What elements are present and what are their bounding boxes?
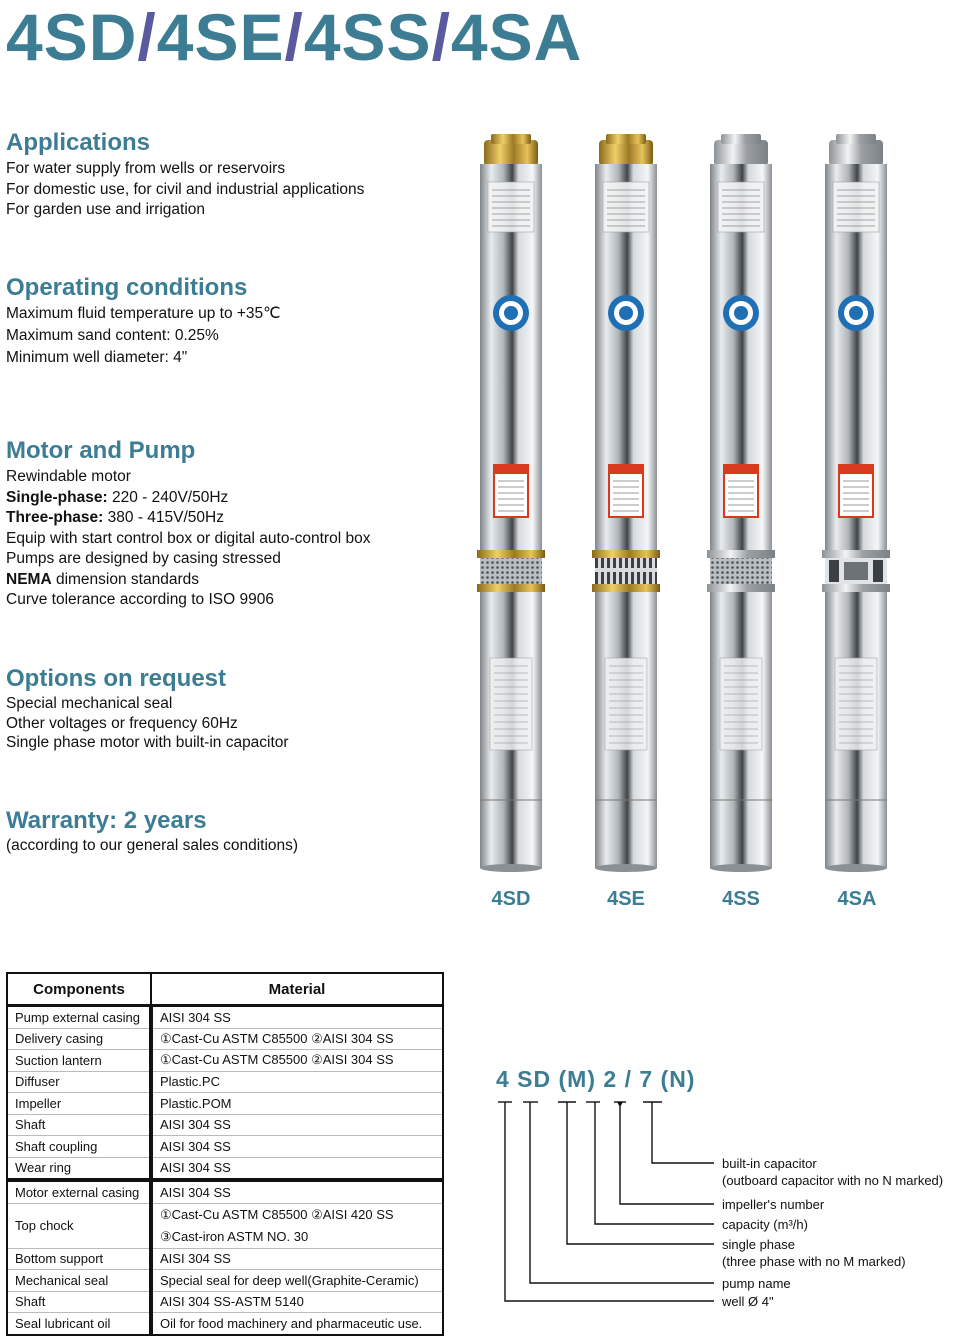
material-cell: AISI 304 SS bbox=[151, 1180, 443, 1203]
model-code: 4 SD (M) 2 / 7 (N) bbox=[496, 1066, 696, 1092]
single-phase-value: 220 - 240V/50Hz bbox=[107, 488, 229, 506]
legend-pump-name: pump name bbox=[722, 1276, 791, 1291]
table-row bbox=[7, 1291, 443, 1313]
three-phase-value: 380 - 415V/50Hz bbox=[103, 509, 224, 526]
title-model-4sd: 4SD bbox=[6, 0, 138, 74]
material-cell: ①Cast-Cu ASTM C85500 ②AISI 304 SS bbox=[151, 1028, 443, 1050]
material-cell: AISI 304 SS bbox=[151, 1248, 443, 1270]
legend-well-diameter: well Ø 4" bbox=[722, 1294, 774, 1309]
table-row bbox=[7, 1050, 443, 1072]
motor-pump-heading: Motor and Pump bbox=[6, 437, 196, 464]
pump-label-4se: 4SE bbox=[607, 888, 645, 910]
material-line: ①Cast-Cu ASTM C85500 ②AISI 420 SS bbox=[160, 1206, 394, 1222]
nema-label: NEMA bbox=[6, 570, 52, 588]
options-list bbox=[6, 694, 289, 753]
component-cell: Wear ring bbox=[7, 1157, 151, 1180]
table-row bbox=[7, 1270, 443, 1292]
table-row bbox=[7, 1180, 443, 1203]
operating-conditions-list bbox=[6, 303, 281, 369]
table-row bbox=[7, 1203, 443, 1248]
component-cell: Delivery casing bbox=[7, 1028, 151, 1050]
component-cell: Suction lantern bbox=[7, 1050, 151, 1072]
components-table bbox=[6, 972, 444, 1336]
pump-4se-illustration bbox=[592, 134, 660, 872]
pump-4ss-illustration bbox=[707, 134, 775, 872]
column-header-components: Components bbox=[7, 973, 151, 1006]
options-line: Single phase motor with built-in capacitor bbox=[6, 734, 289, 751]
applications-line: For water supply from wells or reservoirs bbox=[6, 160, 286, 177]
applications-line: For domestic use, for civil and industrial applications bbox=[6, 180, 365, 198]
component-cell: Seal lubricant oil bbox=[7, 1313, 151, 1335]
material-cell: Oil for food machinery and pharmaceutic use. bbox=[151, 1313, 443, 1335]
material-cell: AISI 304 SS bbox=[151, 1157, 443, 1180]
single-phase-label: Single-phase: bbox=[6, 488, 108, 506]
component-cell: Pump external casing bbox=[7, 1006, 151, 1029]
table-row bbox=[7, 1114, 443, 1136]
component-cell: Diffuser bbox=[7, 1071, 151, 1093]
operating-conditions-heading: Operating conditions bbox=[6, 274, 248, 301]
table-row bbox=[7, 1071, 443, 1093]
applications-heading: Applications bbox=[6, 129, 151, 156]
title-separator: / bbox=[137, 0, 157, 74]
table-row bbox=[7, 1248, 443, 1270]
column-header-material: Material bbox=[151, 973, 443, 1006]
material-cell: Plastic.POM bbox=[151, 1093, 443, 1115]
component-cell: Motor external casing bbox=[7, 1180, 151, 1203]
options-line: Other voltages or frequency 60Hz bbox=[6, 714, 238, 732]
component-cell: Impeller bbox=[7, 1093, 151, 1115]
table-row bbox=[7, 1006, 443, 1029]
page-title bbox=[6, 0, 583, 74]
legend-capacity: capacity (m³/h) bbox=[722, 1217, 808, 1232]
component-cell: Bottom support bbox=[7, 1248, 151, 1270]
material-cell: AISI 304 SS bbox=[151, 1006, 443, 1029]
applications-line: For garden use and irrigation bbox=[6, 201, 206, 218]
pump-4sa-illustration bbox=[822, 134, 890, 872]
table-row bbox=[7, 1157, 443, 1180]
warranty-note: (according to our general sales conditions) bbox=[6, 837, 299, 854]
legend-line: (three phase with no M marked) bbox=[722, 1254, 906, 1269]
table-header-row bbox=[7, 973, 443, 1006]
warranty-heading: Warranty: 2 years bbox=[6, 807, 207, 834]
title-separator: / bbox=[431, 0, 451, 74]
table-row bbox=[7, 1136, 443, 1158]
material-cell: AISI 304 SS bbox=[151, 1114, 443, 1136]
operating-line: Maximum fluid temperature up to +35℃ bbox=[6, 305, 281, 322]
motor-line: Rewindable motor bbox=[6, 468, 131, 485]
options-line: Special mechanical seal bbox=[6, 695, 173, 712]
material-cell: AISI 304 SS-ASTM 5140 bbox=[151, 1291, 443, 1313]
motor-line-single-phase bbox=[6, 488, 370, 509]
material-cell: Plastic.PC bbox=[151, 1071, 443, 1093]
legend-single-phase bbox=[722, 1236, 906, 1270]
motor-pump-list bbox=[6, 467, 370, 611]
legend-line: (outboard capacitor with no N marked) bbox=[722, 1173, 944, 1188]
options-heading: Options on request bbox=[6, 665, 227, 692]
material-cell: AISI 304 SS bbox=[151, 1136, 443, 1158]
material-cell: Special seal for deep well(Graphite-Ceramic) bbox=[151, 1270, 443, 1292]
nema-value: dimension standards bbox=[51, 570, 199, 588]
title-model-4sa: 4SA bbox=[450, 0, 583, 74]
title-model-4se: 4SE bbox=[156, 0, 285, 74]
motor-line-nema bbox=[6, 570, 370, 591]
three-phase-label: Three-phase: bbox=[6, 509, 104, 526]
operating-line: Minimum well diameter: 4" bbox=[6, 349, 188, 366]
legend-line: single phase bbox=[722, 1237, 795, 1252]
material-cell: ①Cast-Cu ASTM C85500 ②AISI 304 SS bbox=[151, 1050, 443, 1072]
legend-built-in-capacitor bbox=[722, 1155, 943, 1189]
applications-list bbox=[6, 159, 364, 221]
component-cell: Shaft coupling bbox=[7, 1136, 151, 1158]
operating-line: Maximum sand content: 0.25% bbox=[6, 327, 219, 344]
table-row bbox=[7, 1313, 443, 1335]
component-cell: Mechanical seal bbox=[7, 1270, 151, 1292]
motor-line: Pumps are designed by casing stressed bbox=[6, 550, 281, 567]
table-row bbox=[7, 1028, 443, 1050]
material-cell bbox=[151, 1203, 443, 1248]
title-model-4ss: 4SS bbox=[303, 0, 432, 74]
pump-label-4ss: 4SS bbox=[722, 888, 760, 910]
motor-line: Curve tolerance according to ISO 9906 bbox=[6, 591, 274, 608]
material-line: ③Cast-iron ASTM NO. 30 bbox=[160, 1228, 309, 1244]
legend-impeller-number: impeller's number bbox=[722, 1197, 825, 1212]
component-cell: Shaft bbox=[7, 1114, 151, 1136]
pump-label-4sa: 4SA bbox=[837, 888, 877, 910]
legend-line: built-in capacitor bbox=[722, 1156, 817, 1171]
component-cell: Shaft bbox=[7, 1291, 151, 1313]
pump-4sd-illustration bbox=[477, 134, 545, 872]
title-separator: / bbox=[284, 0, 304, 74]
table-row bbox=[7, 1093, 443, 1115]
component-cell: Top chock bbox=[7, 1203, 151, 1248]
motor-line: Equip with start control box or digital auto-control box bbox=[6, 529, 371, 547]
motor-line-three-phase bbox=[6, 508, 370, 529]
pump-label-4sd: 4SD bbox=[491, 888, 531, 910]
